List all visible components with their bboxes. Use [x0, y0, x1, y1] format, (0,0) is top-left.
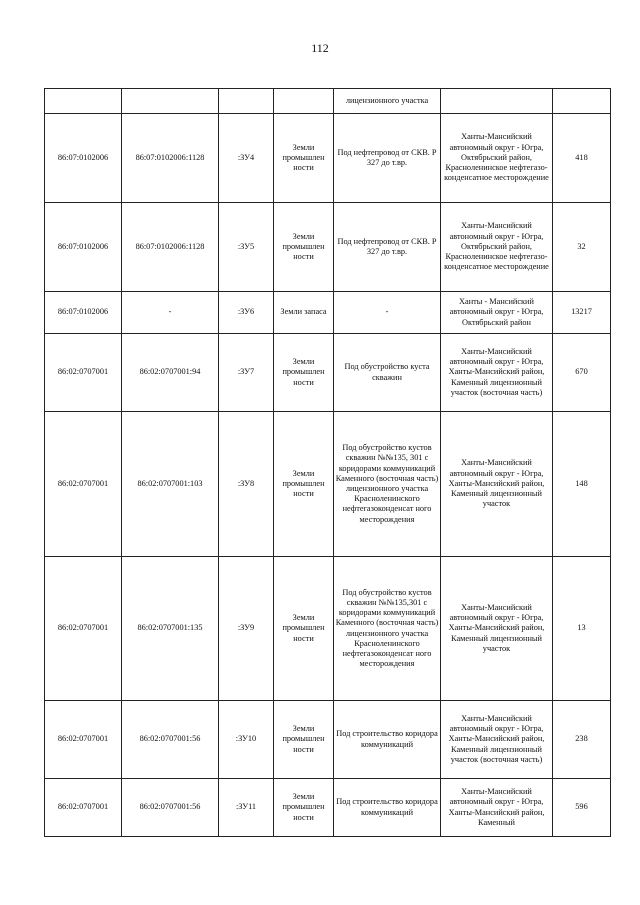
table-row — [45, 292, 611, 334]
location-cell: Ханты-Мансийский автономный округ - Югра, Ханты-Мансийский район, Каменный лицензионный участок (восточная часть) — [441, 701, 553, 779]
area-cell: 670 — [553, 334, 611, 412]
quarter-cell: 86:02:0707001 — [45, 779, 122, 837]
quarter-cell: 86:02:0707001 — [45, 412, 122, 557]
table-row — [45, 701, 611, 779]
cadastral-cell: 86:02:0707001:94 — [122, 334, 219, 412]
location-cell: Ханты-Мансийский автономный округ - Югра, Ханты-Мансийский район, Каменный лицензионный участок — [441, 412, 553, 557]
area-cell: 32 — [553, 203, 611, 292]
land-category-cell: Земли промышлен ности — [274, 412, 334, 557]
table-row — [45, 203, 611, 292]
location-cell: Ханты-Мансийский автономный округ - Югра, Ханты-Мансийский район, Каменный лицензионный участок — [441, 557, 553, 701]
land-category-cell: Земли промышлен ности — [274, 203, 334, 292]
quarter-cell: 86:02:0707001 — [45, 334, 122, 412]
table-row — [45, 412, 611, 557]
land-category-cell: Земли промышлен ности — [274, 701, 334, 779]
quarter-cell: 86:07:0102006 — [45, 114, 122, 203]
purpose-cell: лицензионного участка — [334, 89, 441, 114]
plot-code-cell: :ЗУ4 — [219, 114, 274, 203]
area-cell: 13217 — [553, 292, 611, 334]
purpose-cell: Под нефтепровод от СКВ. Р 327 до т.вр. — [334, 114, 441, 203]
cadastral-cell: 86:02:0707001:103 — [122, 412, 219, 557]
area-cell: 596 — [553, 779, 611, 837]
purpose-cell: - — [334, 292, 441, 334]
area-cell — [553, 89, 611, 114]
land-category-cell — [274, 89, 334, 114]
table-row — [45, 89, 611, 114]
plot-code-cell — [219, 89, 274, 114]
plot-code-cell: :ЗУ6 — [219, 292, 274, 334]
purpose-cell: Под нефтепровод от СКВ. Р 327 до т.вр. — [334, 203, 441, 292]
land-category-cell: Земли запаса — [274, 292, 334, 334]
table-row — [45, 114, 611, 203]
cadastral-cell: 86:02:0707001:135 — [122, 557, 219, 701]
location-cell: Ханты - Мансийский автономный округ - Югра, Октябрьский район — [441, 292, 553, 334]
cadastral-cell — [122, 89, 219, 114]
land-category-cell: Земли промышлен ности — [274, 779, 334, 837]
purpose-cell: Под строительство коридора коммуникаций — [334, 701, 441, 779]
plot-code-cell: :ЗУ11 — [219, 779, 274, 837]
location-cell: Ханты-Мансийский автономный округ - Югра, Ханты-Мансийский район, Каменный — [441, 779, 553, 837]
plot-code-cell: :ЗУ9 — [219, 557, 274, 701]
location-cell: Ханты-Мансийский автономный округ - Югра, Октябрьский район, Красноленинское нефтегазо- конденсатное месторождение — [441, 203, 553, 292]
location-cell: Ханты-Мансийский автономный округ - Югра, Октябрьский район, Красноленинское нефтегазо- конденсатное месторождение — [441, 114, 553, 203]
area-cell: 238 — [553, 701, 611, 779]
purpose-cell: Под строительство коридора коммуникаций — [334, 779, 441, 837]
table-row — [45, 779, 611, 837]
land-category-cell: Земли промышлен ности — [274, 557, 334, 701]
cadastral-cell: 86:07:0102006:1128 — [122, 114, 219, 203]
land-category-cell: Земли промышлен ности — [274, 114, 334, 203]
table-row — [45, 334, 611, 412]
quarter-cell: 86:02:0707001 — [45, 557, 122, 701]
land-category-cell: Земли промышлен ности — [274, 334, 334, 412]
area-cell: 418 — [553, 114, 611, 203]
area-cell: 148 — [553, 412, 611, 557]
purpose-cell: Под обустройство кустов скважин №№135, 301 с коридорами коммуникаций Каменного (восточная часть) лицензионного участка Красноленинского нефтегазоконденсат ного месторождения — [334, 412, 441, 557]
purpose-cell: Под обустройство кустов скважин №№135,301 с коридорами коммуникаций Каменного (восточная часть) лицензионного участка Красноленинского нефтегазоконденсат ного месторождения — [334, 557, 441, 701]
table-row — [45, 557, 611, 701]
area-cell: 13 — [553, 557, 611, 701]
quarter-cell: 86:07:0102006 — [45, 292, 122, 334]
cadastral-cell: 86:07:0102006:1128 — [122, 203, 219, 292]
plot-code-cell: :ЗУ10 — [219, 701, 274, 779]
plot-code-cell: :ЗУ8 — [219, 412, 274, 557]
quarter-cell: 86:07:0102006 — [45, 203, 122, 292]
location-cell: Ханты-Мансийский автономный округ - Югра, Ханты-Мансийский район, Каменный лицензионный участок (восточная часть) — [441, 334, 553, 412]
cadastral-cell: 86:02:0707001:56 — [122, 701, 219, 779]
quarter-cell — [45, 89, 122, 114]
page-number: 112 — [311, 41, 329, 55]
location-cell — [441, 89, 553, 114]
quarter-cell: 86:02:0707001 — [45, 701, 122, 779]
purpose-cell: Под обустройство куста скважин — [334, 334, 441, 412]
plot-code-cell: :ЗУ7 — [219, 334, 274, 412]
cadastral-cell: 86:02:0707001:56 — [122, 779, 219, 837]
plot-code-cell: :ЗУ5 — [219, 203, 274, 292]
cadastral-cell: - — [122, 292, 219, 334]
land-plots-table — [44, 88, 611, 837]
